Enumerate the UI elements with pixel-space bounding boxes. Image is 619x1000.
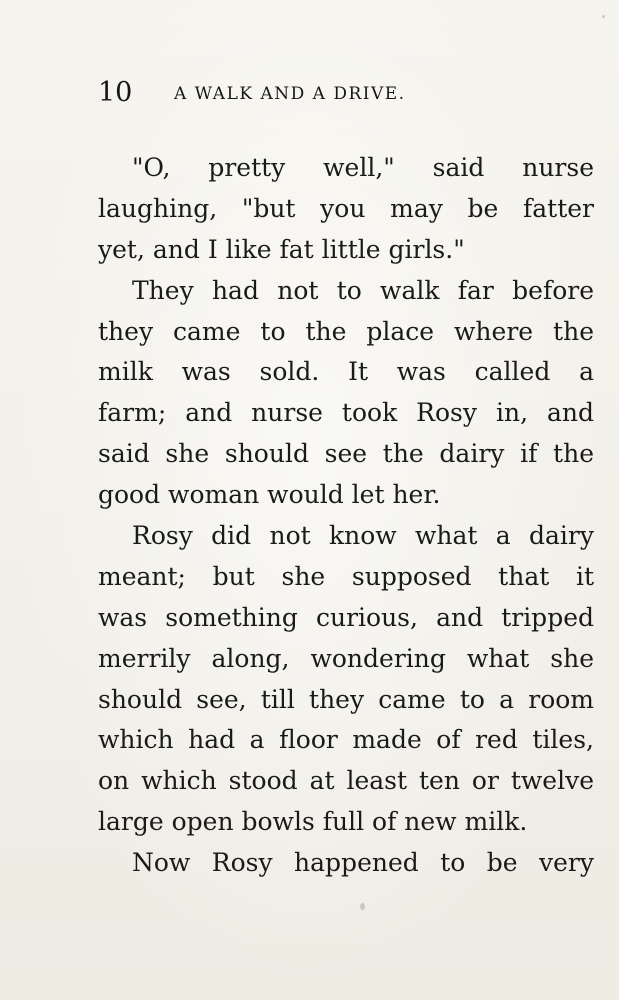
text-line: They had not to walk far before	[132, 275, 594, 305]
text-line: on which stood at least ten or twelve	[98, 766, 594, 796]
text-line: they came to the place where the	[98, 316, 594, 346]
text-line: Now Rosy happened to be very	[132, 848, 594, 878]
text-line: yet, and I like fat little girls."	[98, 234, 465, 264]
paper-speck	[602, 15, 605, 18]
body-text	[98, 148, 594, 884]
text-line: milk was sold. It was called a	[98, 357, 594, 387]
text-line: "O, pretty well," said nurse	[132, 153, 594, 182]
paper-speck	[360, 903, 365, 910]
text-line: farm; and nurse took Rosy in, and	[98, 398, 594, 428]
text-line: was something curious, and tripped	[98, 602, 594, 632]
page-number: 10	[98, 77, 133, 108]
text-line: merrily along, wondering what she	[98, 643, 594, 673]
text-line: meant; but she supposed that it	[98, 561, 594, 591]
text-line: said she should see the dairy if the	[98, 439, 594, 469]
running-head: A WALK AND A DRIVE.	[174, 84, 406, 104]
text-line: should see, till they came to a room	[98, 684, 594, 714]
page-header	[98, 78, 598, 108]
text-line: good woman would let her.	[98, 480, 441, 510]
text-line: Rosy did not know what a dairy	[132, 521, 594, 551]
text-line: which had a floor made of red tiles,	[98, 725, 594, 755]
text-line: large open bowls full of new milk.	[98, 807, 528, 837]
text-line: laughing, "but you may be fatter	[98, 193, 594, 223]
